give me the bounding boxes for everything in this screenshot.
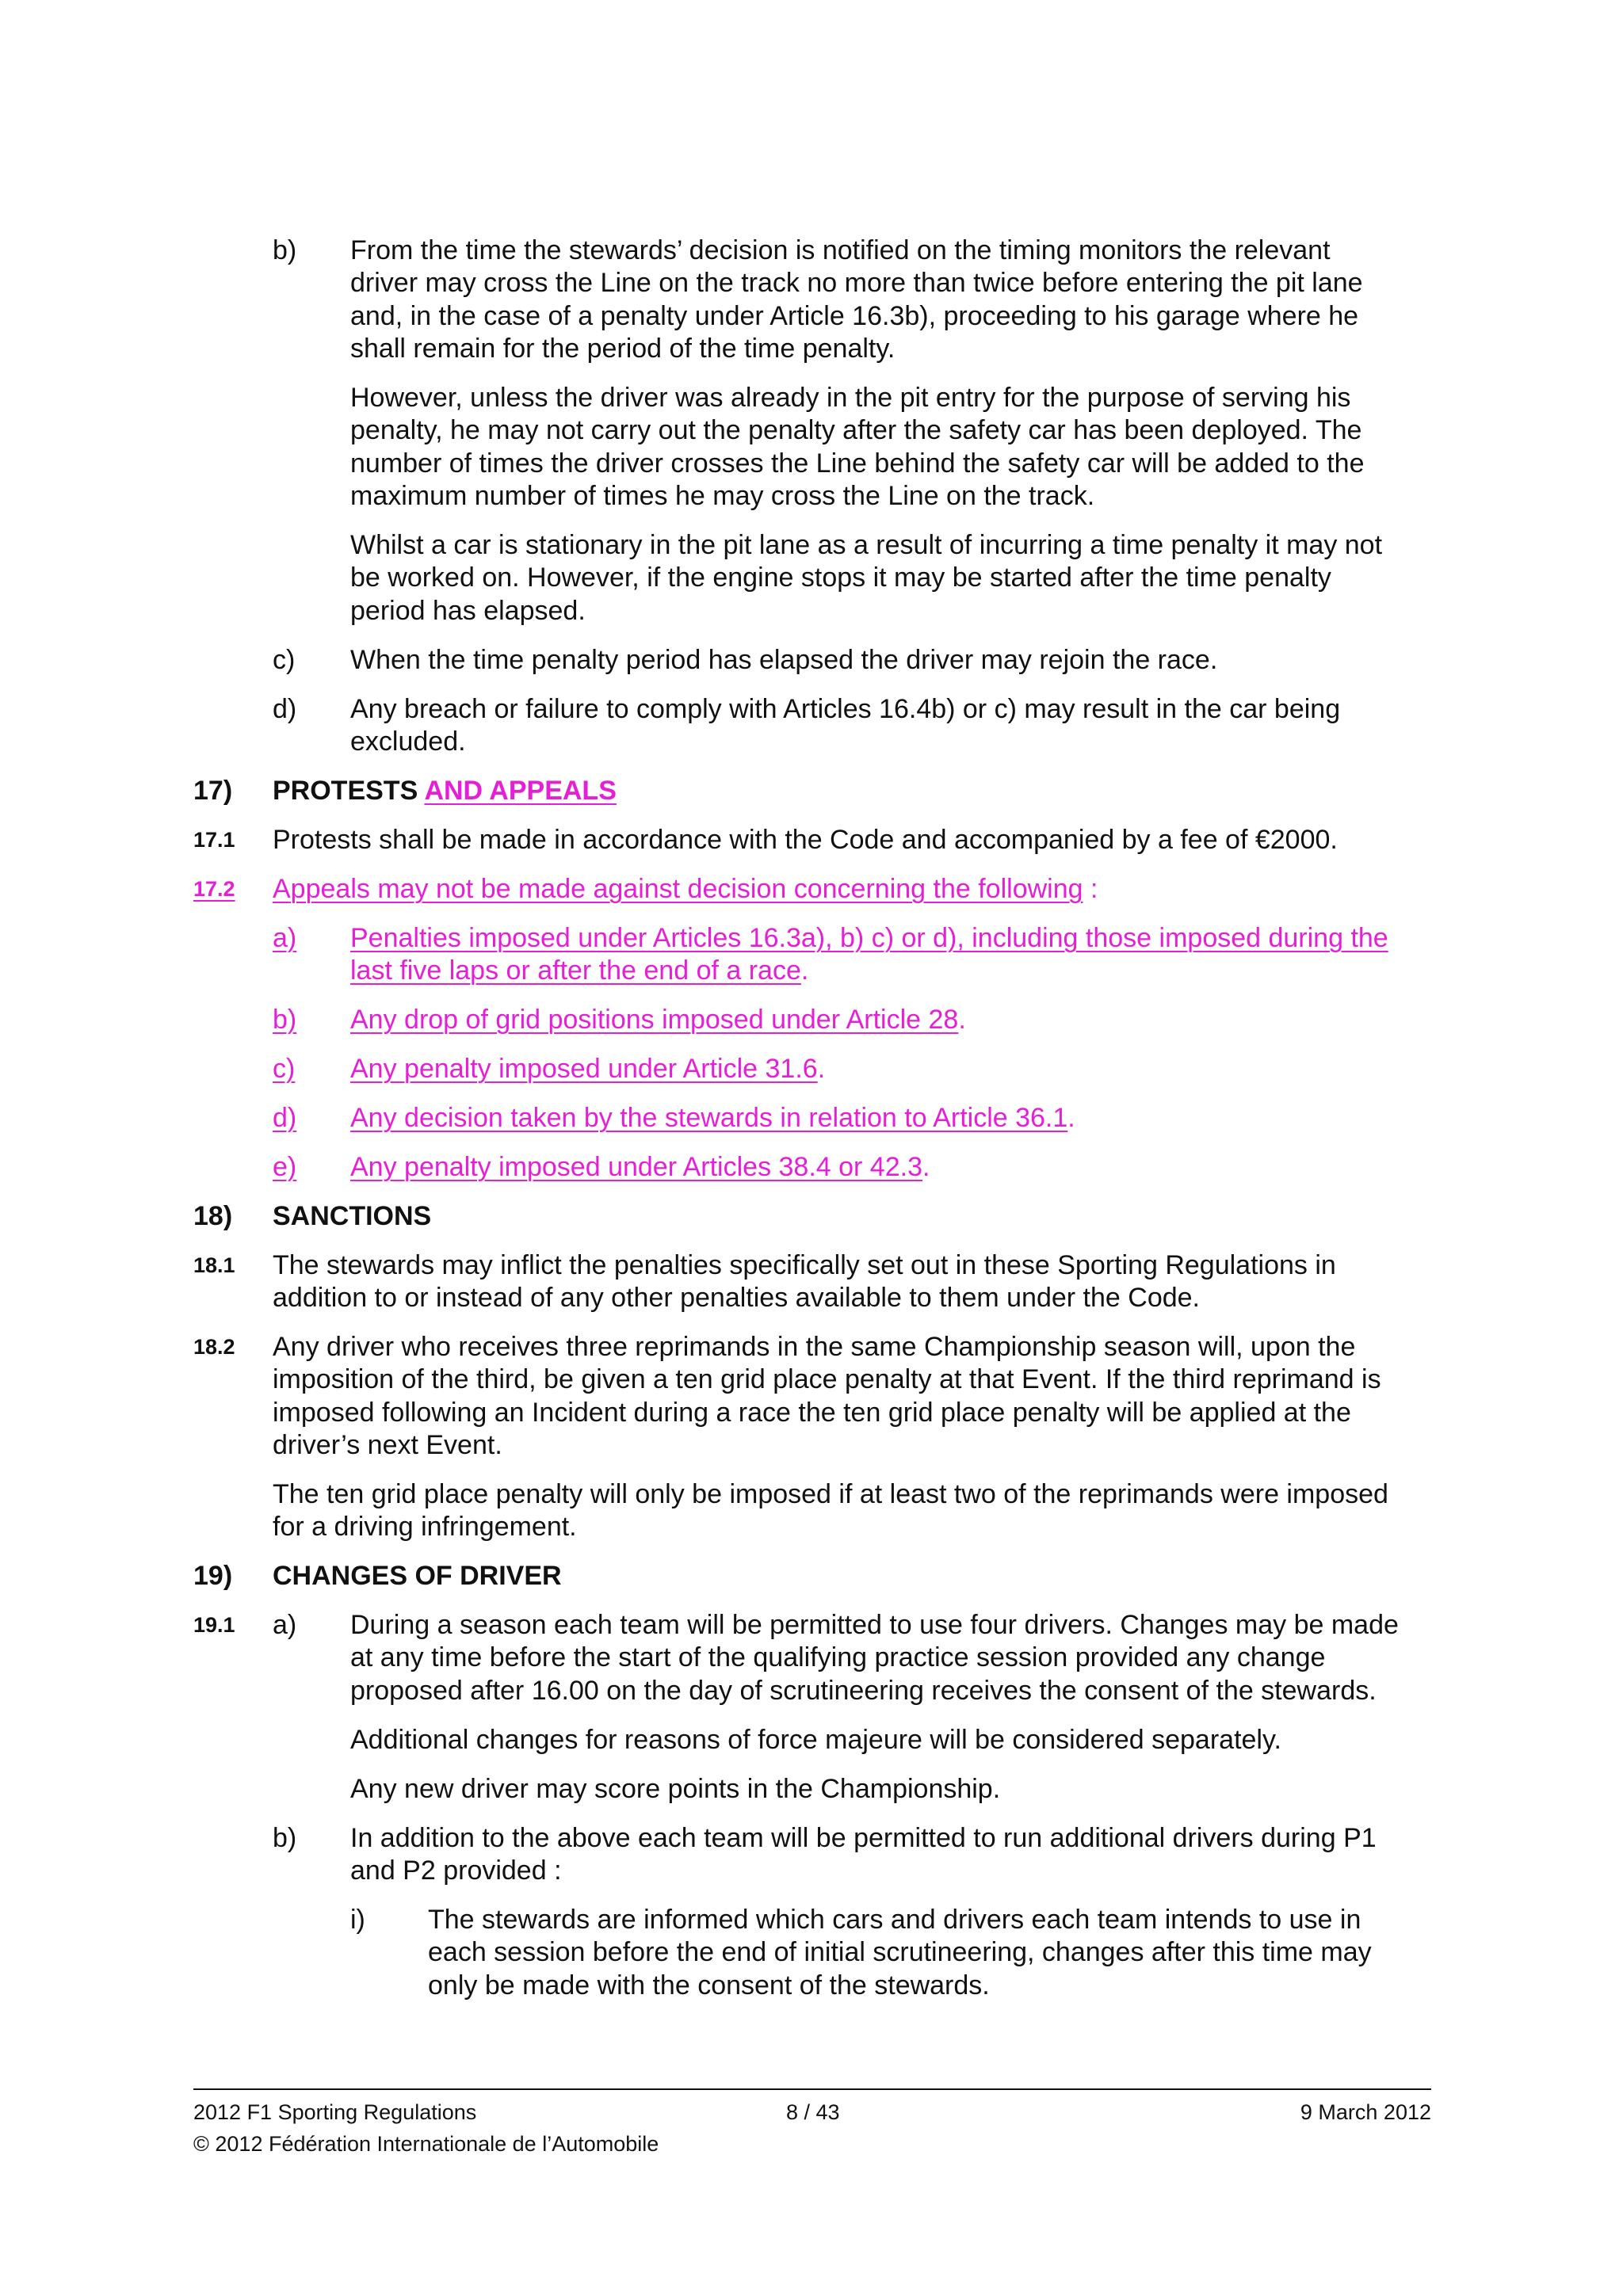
paragraph-line: maximum number of times he may cross the Line on the track. [350,481,1095,511]
paragraph-line: only be made with the consent of the stewards. [428,1970,990,2000]
section-number: 17) [193,776,233,806]
amended-text: last five laps or after the end of a race [350,955,801,986]
paragraph-line: and P2 provided : [350,1855,562,1886]
paragraph-line: During a season each team will be permitted to use four drivers. Changes may be made [350,1610,1399,1640]
paragraph-line: proposed after 16.00 on the day of scrutineering receives the consent of the stewards. [350,1676,1377,1706]
item-label: b) [273,235,297,265]
paragraph-line: From the time the stewards’ decision is notified on the timing monitors the relevant [350,235,1331,265]
item-label: b) [273,1823,297,1853]
paragraph-line: imposition of the third, be given a ten grid place penalty at that Event. If the third reprimand is [273,1364,1381,1394]
section-heading [273,774,617,807]
article-number: 17.2 [193,877,235,901]
paragraph-line: Any breach or failure to comply with Articles 16.4b) or c) may result in the car being [350,694,1341,724]
amended-text-tail: : [1083,874,1098,904]
paragraph-line: number of times the driver crosses the Line behind the safety car will be added to the [350,448,1365,479]
section-number: 19) [193,1561,233,1591]
paragraph-line: The stewards are informed which cars and drivers each team intends to use in [428,1905,1361,1935]
amended-text: Any drop of grid positions imposed under Article 28 [350,1005,959,1035]
item-label: i) [350,1905,365,1935]
paragraph-line: However, unless the driver was already in the pit entry for the purpose of serving his [350,383,1351,413]
period: . [922,1152,930,1182]
paragraph-line: imposed following an Incident during a race the ten grid place penalty will be applied at the [273,1398,1351,1428]
paragraph-line: The ten grid place penalty will only be imposed if at least two of the reprimands were imposed [273,1479,1388,1509]
article-number: 19.1 [193,1613,235,1637]
paragraph-line [350,954,808,987]
item-label: d) [273,1103,297,1133]
section-number: 18) [193,1201,233,1231]
paragraph-line: and, in the case of a penalty under Article 16.3b), proceeding to his garage where he [350,301,1359,331]
amended-text: Any penalty imposed under Articles 38.4 or 42.3 [350,1152,922,1182]
amended-text: Any decision taken by the stewards in relation to Article 36.1 [350,1103,1068,1133]
paragraph-line: Any new driver may score points in the Championship. [350,1774,1001,1804]
paragraph-line: at any time before the start of the qualifying practice session provided any change [350,1642,1326,1672]
item-label: b) [273,1005,297,1035]
section-title-amendment: AND APPEALS [424,776,617,806]
footer-divider [193,2088,1431,2090]
article-number: 18.2 [193,1335,235,1359]
section-title: SANCTIONS [273,1201,432,1231]
paragraph-line: Additional changes for reasons of force majeure will be considered separately. [350,1725,1281,1755]
amended-text: Appeals may not be made against decision concerning the following [273,874,1083,904]
paragraph-line: Any driver who receives three reprimands in the same Championship season will, upon the [273,1332,1356,1362]
period: . [800,955,809,986]
period: . [958,1005,966,1035]
paragraph-line: penalty, he may not carry out the penalty after the safety car has been deployed. The [350,415,1362,445]
paragraph-line: period has elapsed. [350,596,586,626]
article-number: 17.1 [193,828,235,852]
paragraph-line [273,872,1098,906]
paragraph-line: excluded. [350,727,466,757]
footer-copyright: © 2012 Fédération Internationale de l’Automobile [193,2132,659,2156]
paragraph-line: When the time penalty period has elapsed the driver may rejoin the race. [350,645,1218,675]
item-label: c) [273,1054,296,1084]
paragraph-line: In addition to the above each team will be permitted to run additional drivers during P1 [350,1823,1377,1853]
period: . [1067,1103,1075,1133]
section-title: PROTESTS [273,776,418,806]
article-number: 18.1 [193,1253,235,1277]
footer-document-title: 2012 F1 Sporting Regulations [193,2100,477,2124]
footer-date: 9 March 2012 [1300,2100,1431,2124]
item-label: e) [273,1152,297,1182]
paragraph-line: driver’s next Event. [273,1430,502,1460]
paragraph-line: The stewards may inflict the penalties specifically set out in these Sporting Regulations in [273,1250,1336,1280]
paragraph-line: addition to or instead of any other penalties available to them under the Code. [273,1283,1200,1313]
paragraph-line: for a driving infringement. [273,1512,577,1542]
paragraph-line: be worked on. However, if the engine stops it may be started after the time penalty [350,563,1331,593]
paragraph-line: driver may cross the Line on the track no more than twice before entering the pit lane [350,268,1363,298]
paragraph-line: Whilst a car is stationary in the pit lane as a result of incurring a time penalty it may not [350,530,1383,560]
paragraph-line [350,1101,1075,1135]
paragraph-line [350,1052,825,1085]
item-label: a) [273,1610,297,1640]
period: . [817,1054,826,1084]
item-label: d) [273,694,297,724]
section-title: CHANGES OF DRIVER [273,1561,562,1591]
paragraph-line [350,1150,930,1184]
item-label: a) [273,923,297,953]
paragraph-line: Protests shall be made in accordance with the Code and accompanied by a fee of €2000. [273,825,1338,855]
paragraph-line: shall remain for the period of the time penalty. [350,334,896,364]
item-label: c) [273,645,296,675]
paragraph-line [350,1003,966,1036]
paragraph-line: each session before the end of initial scrutineering, changes after this time may [428,1937,1372,1967]
amended-text: Any penalty imposed under Article 31.6 [350,1054,818,1084]
footer-page-number: 8 / 43 [786,2100,840,2124]
paragraph-line: Penalties imposed under Articles 16.3a), b) c) or d), including those imposed during the [350,923,1388,953]
